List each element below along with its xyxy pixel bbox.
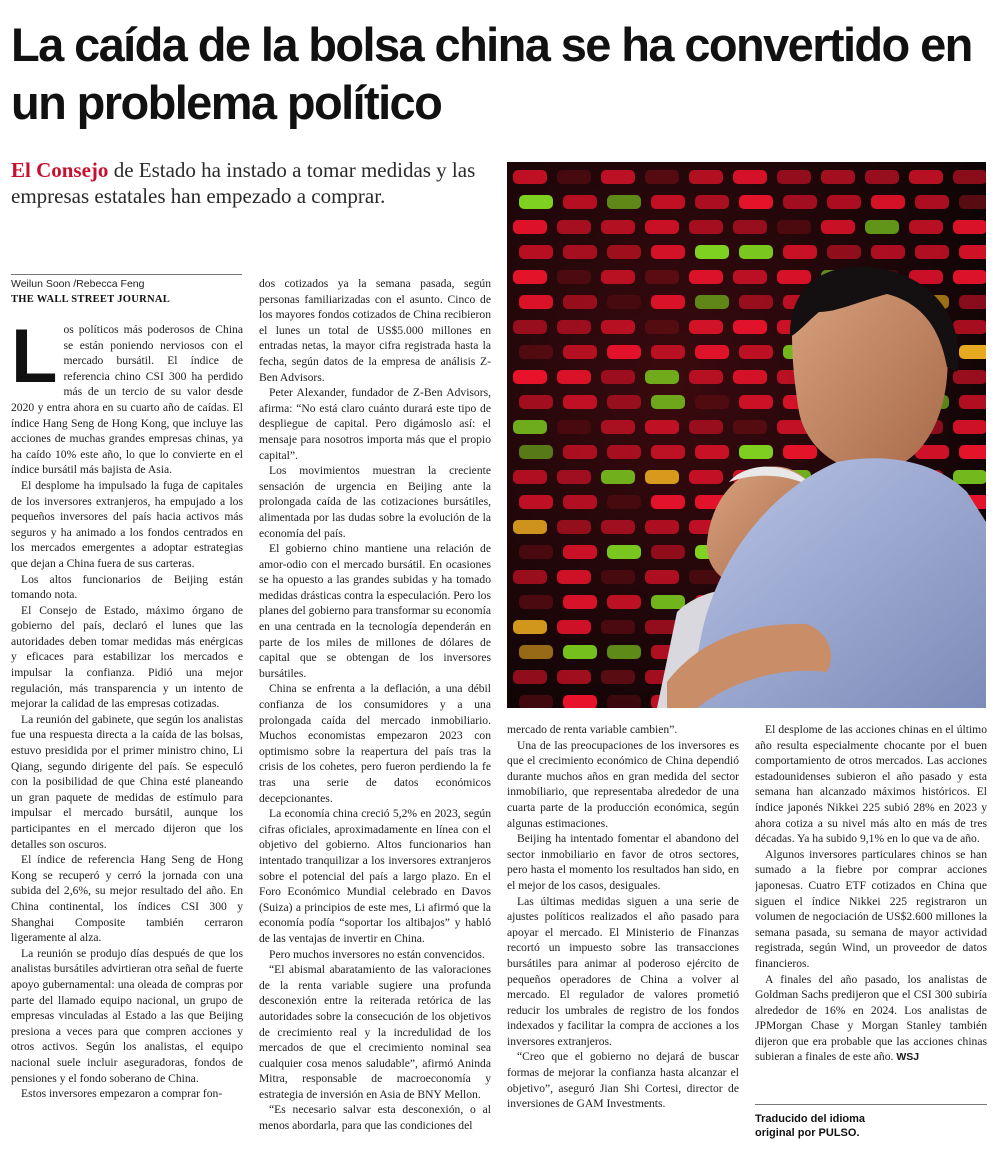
article-paragraph: El desplome de las acciones chinas en el último año resulta especialmente chocante por el buen comportamiento de otros mercados. Las acciones estadounidenses subieron el año pasado y esta semana han alcanzado máximos históricos. El índice japonés Nikkei 225 subió 28% en 2023 y ahora cotiza a su nivel más alto en más de tres décadas. Ya ha subido 9,1% en lo que va de año. [755,723,987,846]
article-column-3 [507,722,739,1162]
article-paragraph: mercado de renta variable cambien”. [507,723,678,736]
article-paragraph: Una de las preocupaciones de los inversores es que el crecimiento económico de China dependió durante muchos años en gran medida del sector inmobiliario, que representaba alrededor de una cuarta parte de la producción económica, según algunas estimaciones. [507,738,739,830]
article-paragraph: “Es necesario salvar esta desconexión, o al menos abordarla, para que las condiciones del [259,1103,491,1133]
article-column-2 [259,276,491,1162]
article-paragraph: Beijing ha intentado fomentar el abandono del sector inmobiliario en favor de otros sectores, pero hasta el momento los resultados han sido, en el mejor de los casos, desiguales. [507,832,739,892]
article-paragraph: “El abismal abaratamiento de las valoraciones de la renta variable sugiere una profunda desconexión entre la reiterada retórica de las autoridades sobre la consecución de los objetivos de crecimiento real y la incredulidad de los mercados de que el crecimiento nominal sea cualquier cosa menos saludable”, afirmó Aninda Mitra, responsable de macroeconomía y estrategia de inversión en Asia de BNY Mellon. [259,963,491,1101]
article-paragraph: La economía china creció 5,2% en 2023, según cifras oficiales, aproximadamente en línea con el objetivo del gobierno. Altos funcionarios han intentado tranquilizar a los inversores extranjeros sobre el potencial del país a largo plazo. En el Foro Económico Mundial celebrado en Davos (Suiza) a principios de este mes, Li afirmó que la economía podía “soportar los altibajos” y habló de las ventajas de invertir en China. [259,807,491,945]
article-paragraph: Las últimas medidas siguen a una serie de ajustes políticos realizados el año pasado para apoyar el mercado. El Ministerio de Finanzas recortó un impuesto sobre las transacciones bursátiles para animar al poderoso ejército de pequeños operadores de China a volver al mercado. El regulador de valores prometió reducir los umbrales de registro de los fondos indexados y facilitar la compra de acciones a los inversores extranjeros. [507,894,739,1048]
article-paragraph: Pero muchos inversores no están convencidos. [269,947,485,961]
article-paragraph: El Consejo de Estado, máximo órgano de gobierno del país, declaró el lunes que las autoridades deben tomar medidas más enérgicas y eficaces para estabilizar los mercados e impulsar la confianza. Pidió una mejor regulación, más transparencia y un intento de mejorar la calidad de las empresas cotizadas. [11,603,243,711]
article-paragraph: La reunión se produjo días después de que los analistas bursátiles advirtieran otra señal de fuerte apoyo gubernamental: una oleada de compras por parte del llamado equipo nacional, un grupo de empresas vinculadas al Estado a las que Beijing presiona a veces para que compren acciones y otros activos. Según los analistas, el equipo nacional suele incluir aseguradoras, fondos de pensiones y el fondo soberano de China. [11,946,243,1085]
article-column-1 [11,322,243,1162]
article-paragraph: Estos inversores empezaron a comprar fon- [21,1087,223,1101]
article-paragraph: La reunión del gabinete, que según los analistas fue una respuesta directa a la caída de las bolsas, estuvo presidida por el primer ministro chino, Li Qiang, segundo dirigente del país. Se especuló con la posibilidad de que China esté planeando un gran paquete de medidas de estímulo para impulsar el mercado bursátil, aunque los participantes en el mercado dijeron que los detalles son oscuros. [11,712,243,851]
deck-text: de Estado ha instado a tomar medidas y las empresas estatales han empezado a comprar. [11,158,476,208]
article-paragraph: “Creo que el gobierno no dejará de buscar formas de mejorar la confianza hasta alcanzar el objetivo”, aseguró Jian Shi Cortesi, director de inversiones de GAM Investments. [507,1050,739,1111]
article-paragraph: Los políticos más poderosos de China se están poniendo nerviosos con el mercado bursátil. El índice de referencia chino CSI 300 ha perdido más de un tercio de su valor desde 2020 y entra ahora en su cuarto año de caídas. El índice Hang Seng de Hong Kong, que incluye las acciones de muchas grandes empresas chinas, ya ha caído 10% este año, lo que lo convierte en el índice bursátil más bajista de Asia. [11,322,243,477]
byline-authors: Weilun Soon /Rebecca Feng [11,278,145,290]
article-paragraph: El índice de referencia Hang Seng de Hong Kong se recuperó y cerró la jornada con una subida del 2,6%, su mejor resultado del año. En China continental, los índices CSI 300 y Shanghai Composite también cerraron ligeramente al alza. [11,853,243,945]
signoff: WSJ [896,1051,920,1064]
article-paragraph: Algunos inversores particulares chinos se han sumado a la fiebre por comprar acciones japonesas. Cuatro ETF cotizados en China que siguen el índice Nikkei 225 registraron un volumen de negociación de US$2.600 millones la semana pasada, su semana de mayor actividad registrada, según Wind, un proveedor de datos financieros. [755,847,987,970]
byline-source: THE WALL STREET JOURNAL [11,294,171,305]
stock-board-photo-icon [507,162,986,708]
byline-rule [11,274,242,275]
article-paragraph: dos cotizados ya la semana pasada, según personas familiarizadas con el asunto. Cinco de los mayores fondos cotizados de China recibieron el lunes un total de US$5.000 millones en entradas netas, la mayor cifra registrada hasta la fecha, según datos de la empresa de análisis Z-Ben Advisors. [259,277,491,384]
translation-credit: Traducido del idioma original por PULSO. [755,1113,866,1139]
article-column-4 [755,722,987,1102]
article-paragraph: China se enfrenta a la deflación, a una débil confianza de los consumidores y a una prolongada caída del mercado inmobiliario. Muchos economistas empezaron 2023 con optimismo sobre la reapertura del país tras la crisis de los cohetes, pero fueron perdiendo la fe tras una serie de datos económicos decepcionantes. [259,682,491,805]
deck-lead: El Consejo [11,158,109,182]
article-paragraph: El gobierno chino mantiene una relación de amor-odio con el mercado bursátil. En ocasiones se ha opuesto a las grandes subidas y ha tomado medidas drásticas contra la especulación. Pero los planes del gobierno para transformar su economía en una centrada en la tecnología dependerán en parte de los miles de millones de dólares de capital que se obtengan de los inversores bursátiles. [259,542,491,680]
article-paragraph: Los movimientos muestran la creciente sensación de urgencia en Beijing ante la prolongada caída de las cotizaciones bursátiles, alimentada por las dudas sobre la evolución de la economía del país. [259,464,491,540]
headline: La caída de la bolsa china se ha convertido en un problema político [11,18,972,129]
deck [11,157,496,209]
credit-rule [755,1104,987,1105]
article-paragraph: Peter Alexander, fundador de Z-Ben Advisors, afirma: “No está claro cuánto durará este tipo de despliegue de capital. Pero digámoslo así: el mensaje para nosotros importa más que el propio capital”. [259,386,491,462]
article-paragraph: El desplome ha impulsado la fuga de capitales de los inversores extranjeros, ha empujado a los pequeños inversores del país hacia activos más seguros y ha animado a los fondos centrados en los mercados emergentes a adoptar estrategias que dejan a China fuera de sus carteras. [11,478,243,570]
stock-board-photo [507,162,986,708]
article-paragraph: Los altos funcionarios de Beijing están tomando nota. [11,572,243,602]
drop-cap: L [11,322,58,399]
article-paragraph: A finales del año pasado, los analistas de Goldman Sachs predijeron que el CSI 300 subiría alrededor de 16% en 2024. Los analistas de JPMorgan Chase y Morgan Stanley también dijeron que era probable que las acciones chinas subieran a finales de este año. WSJ [755,972,987,1064]
